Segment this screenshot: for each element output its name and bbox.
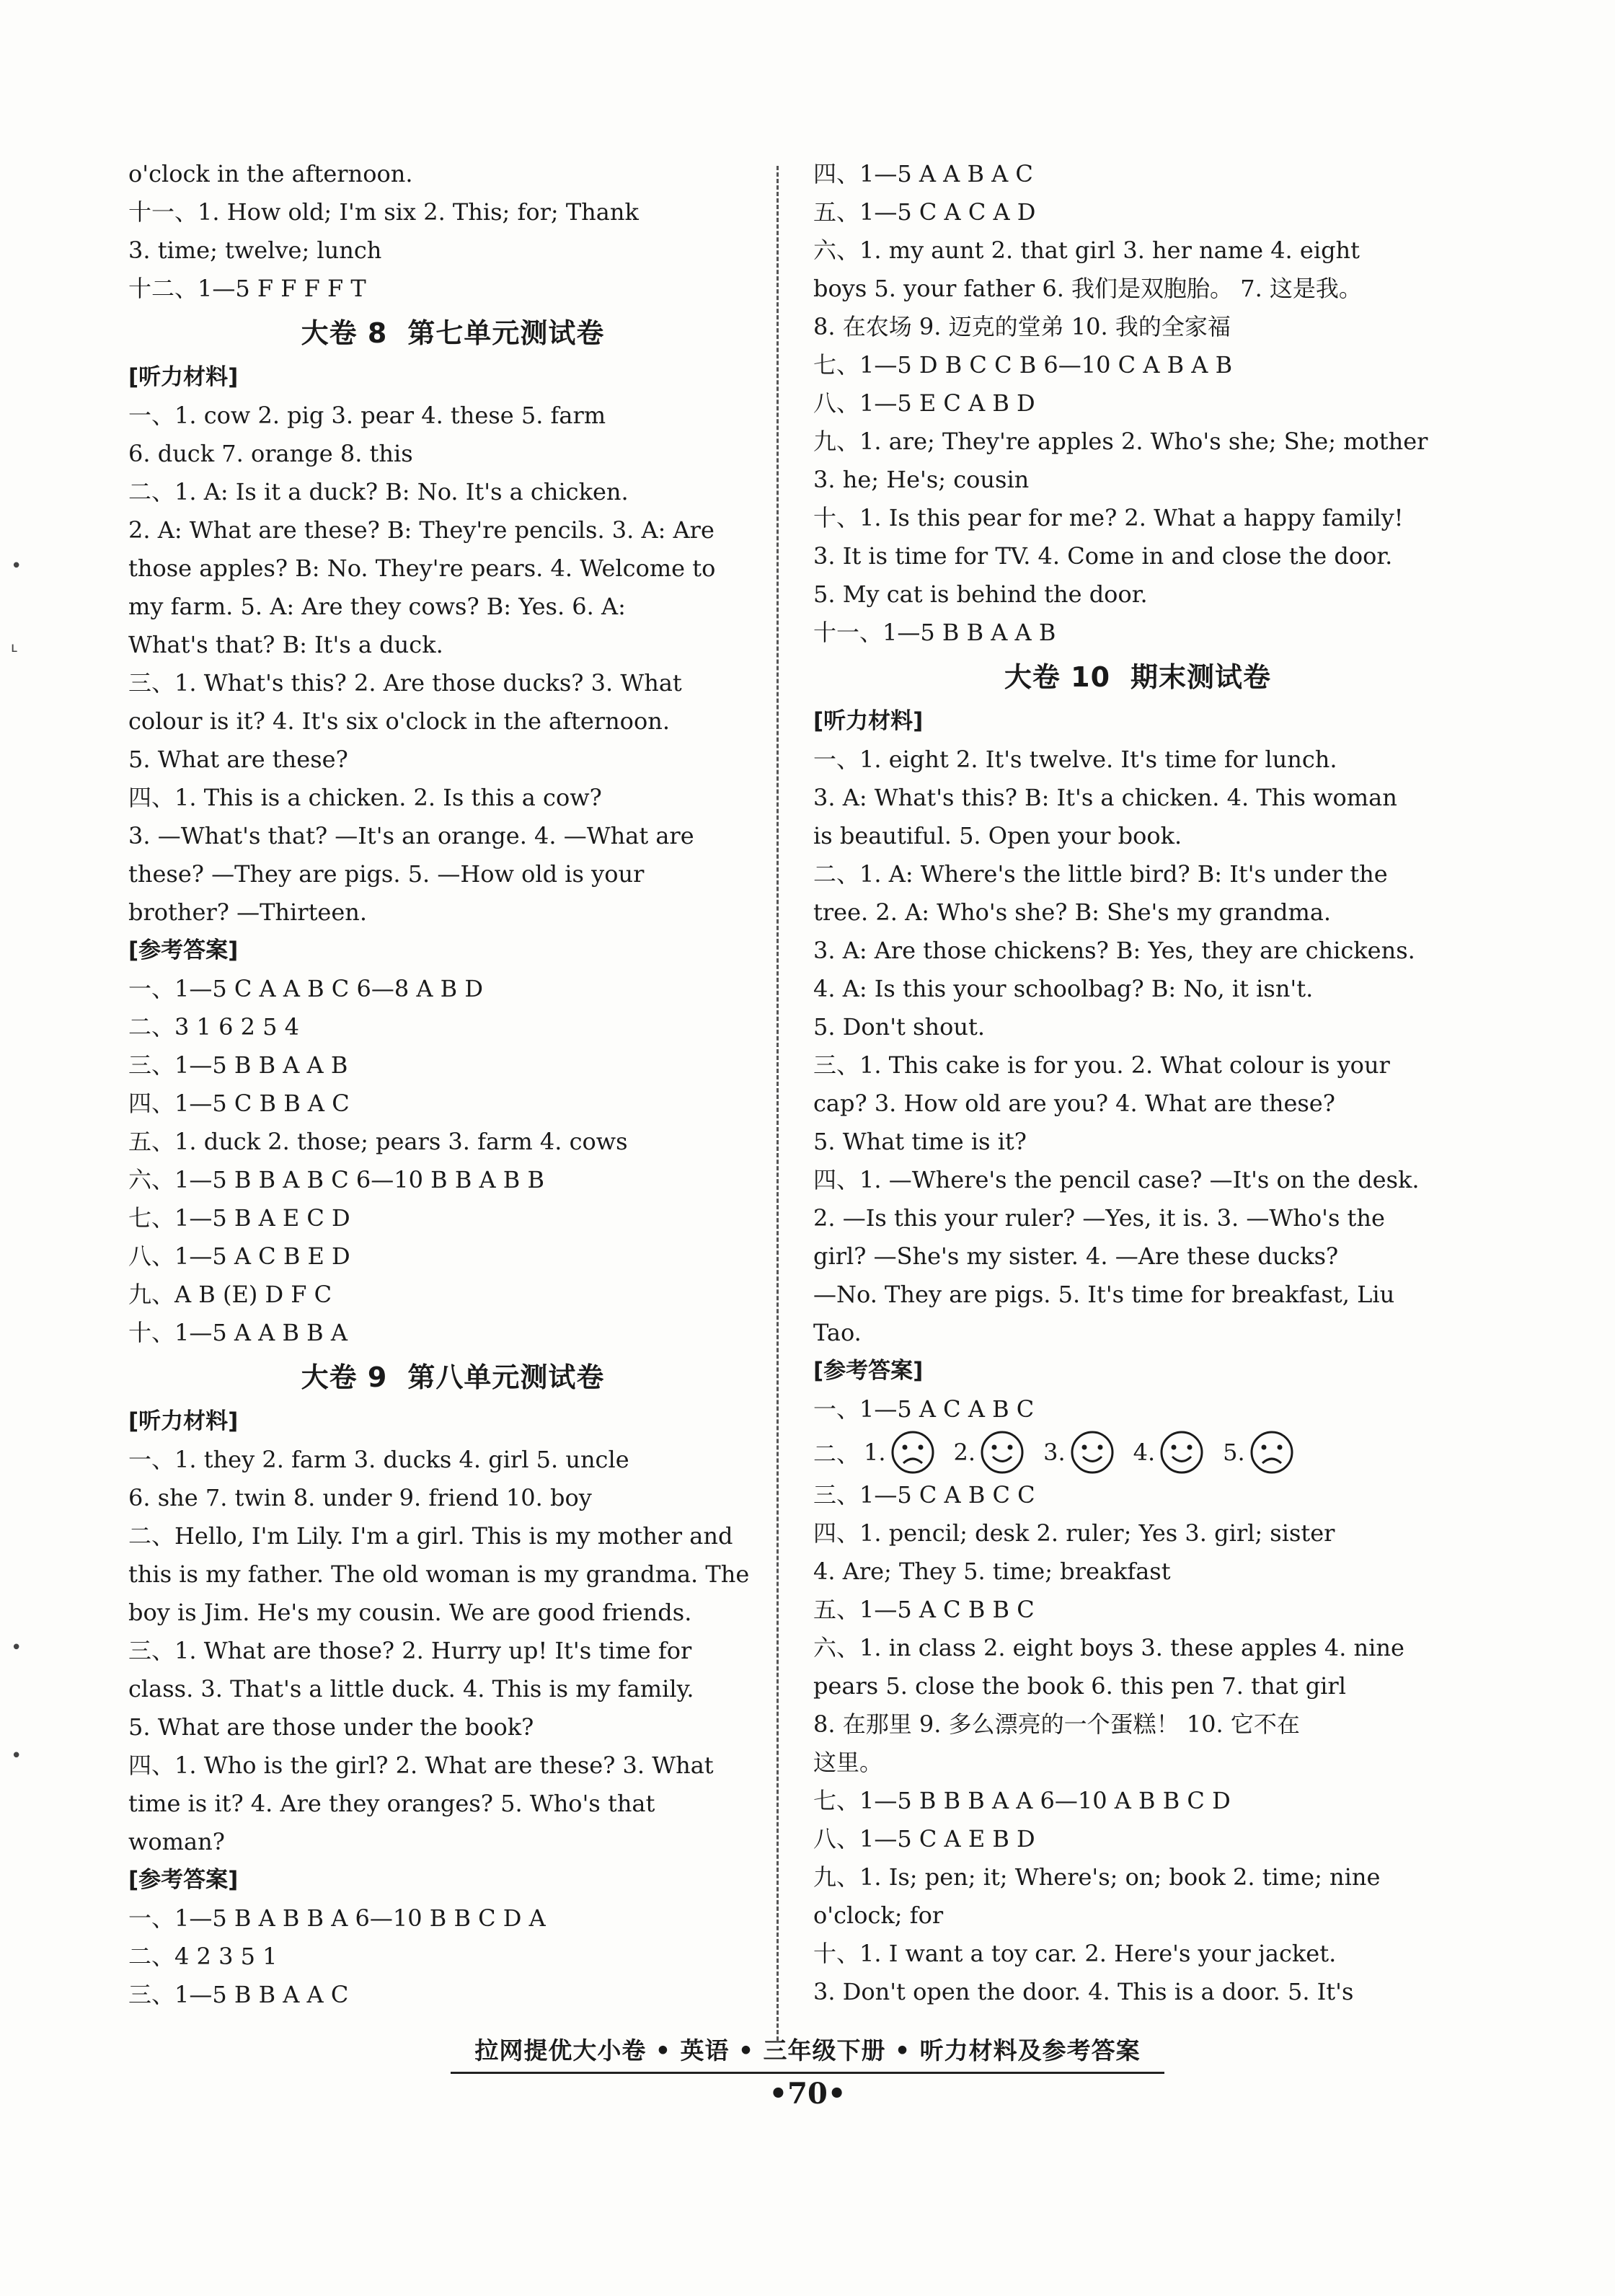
section-number: 大卷 10 [1004,661,1111,693]
section-name: 第八单元测试卷 [407,1361,605,1393]
face-answer [864,1430,935,1475]
section-title [128,308,777,358]
text-line: 一、1—5 C A A B C 6—8 A B D [128,975,483,1002]
text-line: o'clock in the afternoon. [128,160,413,187]
text-line: 6. duck 7. orange 8. this [128,440,413,467]
text-line: 3. Don't open the door. 4. This is a door. 5. It's [813,1978,1354,2005]
section-tag: [听力材料] [813,708,924,734]
section-tag: [听力材料] [128,1408,239,1434]
footer-text: 拉网提优大小卷 • 英语 • 三年级下册 • 听力材料及参考答案 [474,2036,1141,2065]
text-line: 2. A: What are these? B: They're pencils. 3. A: Are [128,516,714,544]
section-number: 大卷 9 [301,1361,388,1393]
right-column [813,155,1462,2011]
face-answer [1043,1430,1115,1475]
sad-face-icon [890,1430,935,1475]
text-line: 一、1. cow 2. pig 3. pear 4. these 5. farm [128,402,606,429]
text-line: 十、1. I want a toy car. 2. Here's your jacket. [813,1940,1337,1967]
text-line: 四、1. This is a chicken. 2. Is this a cow? [128,784,602,811]
text-line: 五、1—5 A C B B C [813,1596,1035,1623]
answer-number: 1. [864,1439,886,1466]
text-line: 5. What time is it? [813,1128,1027,1155]
text-line: 2. —Is this your ruler? —Yes, it is. 3. —Who's the [813,1204,1385,1232]
text-line: 三、1—5 C A B C C [813,1481,1035,1509]
face-answers-row [813,1429,1462,1476]
text-line: girl? —She's my sister. 4. —Are these ducks? [813,1242,1339,1270]
text-line: 八、1—5 A C B E D [128,1242,350,1270]
text-line: 二、4 2 3 5 1 [128,1943,278,1970]
scan-dot-mark: • [11,1745,22,1767]
scan-dot-mark: • [11,555,22,577]
text-line: 七、1—5 B A E C D [128,1204,350,1232]
text-line: my farm. 5. A: Are they cows? B: Yes. 6. A: [128,593,626,620]
page-footer [0,2032,1615,2074]
text-line: —No. They are pigs. 5. It's time for breakfast, Liu [813,1281,1395,1308]
happy-face-icon [980,1430,1025,1475]
text-line: 4. A: Is this your schoolbag? B: No, it isn't. [813,975,1314,1002]
text-line: 这里。 [813,1749,883,1776]
text-line: 8. 在那里 9. 多么漂亮的一个蛋糕！ 10. 它不在 [813,1710,1300,1738]
text-line: 3. A: What's this? B: It's a chicken. 4. This woman [813,784,1397,811]
text-line: 八、1—5 C A E B D [813,1825,1035,1853]
text-line: brother? —Thirteen. [128,898,368,926]
text-line: 二、3 1 6 2 5 4 [128,1013,300,1041]
text-line: 4. Are; They 5. time; breakfast [813,1558,1171,1585]
text-line: 六、1. my aunt 2. that girl 3. her name 4. eight [813,237,1360,264]
text-line: 九、1. are; They're apples 2. Who's she; She; mother [813,428,1428,455]
text-line: pears 5. close the book 6. this pen 7. that girl [813,1672,1346,1700]
text-line: tree. 2. A: Who's she? B: She's my grandma. [813,898,1332,926]
text-line: class. 3. That's a little duck. 4. This is my family. [128,1675,694,1703]
scan-dot-mark: • [11,1637,22,1659]
text-line: 6. she 7. twin 8. under 9. friend 10. boy [128,1484,592,1511]
text-line: 三、1—5 B B A A C [128,1981,349,2008]
text-line: Tao. [813,1319,862,1346]
text-line: 三、1. What are those? 2. Hurry up! It's time for [128,1637,692,1664]
answer-number: 2. [953,1439,976,1466]
section-title [813,652,1462,702]
section-tag: [参考答案] [128,937,239,963]
text-line: 5. My cat is behind the door. [813,580,1148,608]
section-name: 期末测试卷 [1130,661,1272,693]
answer-number: 4. [1133,1439,1156,1466]
text-line: 5. What are these? [128,746,348,773]
text-line: What's that? B: It's a duck. [128,631,443,658]
text-line: 3. time; twelve; lunch [128,237,382,264]
text-line: woman? [128,1828,225,1855]
face-answer [954,1430,1025,1475]
text-line: 一、1. they 2. farm 3. ducks 4. girl 5. uncle [128,1446,629,1473]
text-line: those apples? B: No. They're pears. 4. Welcome to [128,555,716,582]
answer-number: 5. [1223,1439,1245,1466]
text-line: 一、1. eight 2. It's twelve. It's time for lunch. [813,746,1337,773]
text-line: 三、1—5 B B A A B [128,1051,348,1079]
text-line: 3. he; He's; cousin [813,466,1030,493]
footer-rule [451,2072,1164,2074]
text-line: 四、1—5 C B B A C [128,1090,350,1117]
section-tag: [听力材料] [128,364,239,390]
page-number: •70• [769,2077,846,2111]
text-line: 3. It is time for TV. 4. Come in and close the door. [813,542,1393,570]
text-line: 3. A: Are those chickens? B: Yes, they are chickens. [813,937,1415,964]
text-line: 一、1—5 A C A B C [813,1395,1035,1423]
text-line: 七、1—5 D B C C B 6—10 C A B A B [813,351,1233,379]
sad-face-icon [1249,1430,1294,1475]
text-line: 四、1. —Where's the pencil case? —It's on the desk. [813,1166,1420,1193]
text-line: 七、1—5 B B B A A 6—10 A B B C D [813,1787,1231,1814]
text-line: 六、1. in class 2. eight boys 3. these apples 4. nine [813,1634,1404,1661]
text-line: is beautiful. 5. Open your book. [813,822,1182,849]
section-tag: [参考答案] [128,1867,239,1893]
question-label: 二、 [813,1440,860,1467]
text-line: colour is it? 4. It's six o'clock in the afternoon. [128,707,670,735]
face-answer [1133,1430,1205,1475]
text-line: time is it? 4. Are they oranges? 5. Who's that [128,1790,655,1817]
section-tag: [参考答案] [813,1358,924,1384]
happy-face-icon [1070,1430,1115,1475]
text-line: 5. Don't shout. [813,1013,985,1041]
text-line: 一、1—5 B A B B A 6—10 B B C D A [128,1904,546,1932]
text-line: 四、1—5 A A B A C [813,160,1033,187]
scan-tick-mark: ᒻ [11,642,19,663]
text-line: 九、A B (E) D F C [128,1281,332,1308]
text-line: 五、1. duck 2. those; pears 3. farm 4. cows [128,1128,628,1155]
text-line: this is my father. The old woman is my grandma. The [128,1560,750,1588]
text-line: 十二、1—5 F F F F T [128,275,366,302]
section-name: 第七单元测试卷 [407,317,605,349]
text-line: 十、1. Is this pear for me? 2. What a happy family! [813,504,1404,531]
text-line: o'clock; for [813,1902,944,1929]
text-line: 五、1—5 C A C A D [813,198,1036,226]
section-number: 大卷 8 [301,317,388,349]
text-line: boy is Jim. He's my cousin. We are good friends. [128,1599,692,1626]
text-line: boys 5. your father 6. 我们是双胞胎。 7. 这是我。 [813,275,1362,302]
text-line: 九、1. Is; pen; it; Where's; on; book 2. time; nine [813,1863,1381,1891]
text-line: cap? 3. How old are you? 4. What are these? [813,1090,1335,1117]
happy-face-icon [1159,1430,1204,1475]
text-line: 十一、1. How old; I'm six 2. This; for; Thank [128,198,639,226]
text-line: 3. —What's that? —It's an orange. 4. —What are [128,822,694,849]
left-column [128,155,777,2014]
text-line: 三、1. This cake is for you. 2. What colour is your [813,1051,1390,1079]
text-line: 三、1. What's this? 2. Are those ducks? 3. What [128,669,682,697]
section-title [128,1352,777,1403]
text-line: 八、1—5 E C A B D [813,389,1035,417]
text-line: 十、1—5 A A B B A [128,1319,348,1346]
text-line: 二、1. A: Is it a duck? B: No. It's a chicken. [128,478,629,505]
text-line: 二、Hello, I'm Lily. I'm a girl. This is my mother and [128,1522,733,1550]
text-line: these? —They are pigs. 5. —How old is your [128,860,645,888]
text-line: 十一、1—5 B B A A B [813,619,1056,646]
text-line: 六、1—5 B B A B C 6—10 B B A B B [128,1166,545,1193]
text-line: 8. 在农场 9. 迈克的堂弟 10. 我的全家福 [813,313,1231,340]
text-line: 四、1. pencil; desk 2. ruler; Yes 3. girl; sister [813,1519,1335,1547]
answer-number: 3. [1043,1439,1066,1466]
text-line: 四、1. Who is the girl? 2. What are these? 3. What [128,1752,714,1779]
face-answer [1223,1430,1294,1475]
text-line: 二、1. A: Where's the little bird? B: It's under the [813,860,1388,888]
text-line: 5. What are those under the book? [128,1713,534,1741]
